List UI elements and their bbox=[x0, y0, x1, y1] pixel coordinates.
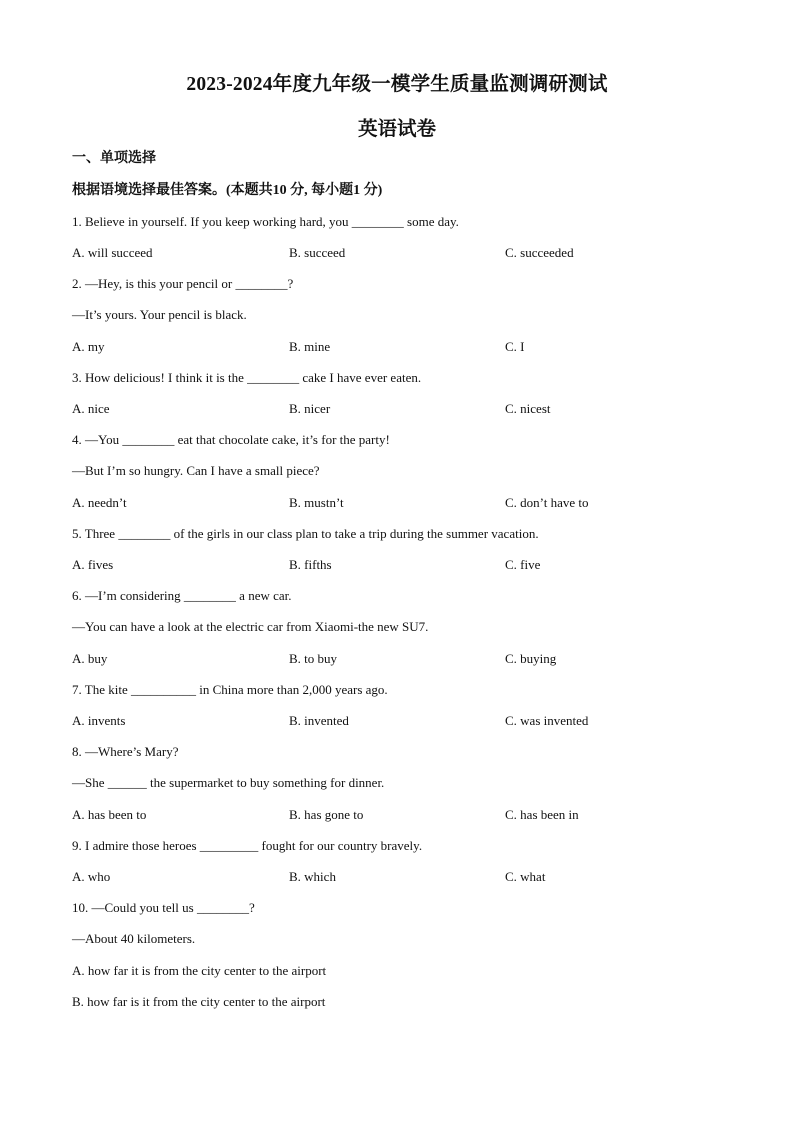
q2-option-a: A. my bbox=[72, 339, 105, 354]
question-10-dialogue: —About 40 kilometers. bbox=[72, 931, 196, 946]
question-6-stem: 6. —I’m considering ________ a new car. bbox=[72, 588, 292, 603]
q3-option-c: C. nicest bbox=[505, 401, 551, 416]
q10-option-a: A. how far it is from the city center to the airport bbox=[72, 963, 327, 978]
question-2-stem: 2. —Hey, is this your pencil or ________? bbox=[72, 276, 294, 291]
exam-title: 2023-2024年度九年级一模学生质量监测调研测试 bbox=[186, 74, 608, 95]
q4-option-a: A. needn’t bbox=[72, 495, 127, 510]
q8-option-a: A. has been to bbox=[72, 807, 147, 822]
question-9-stem: 9. I admire those heroes _________ fought for our country bravely. bbox=[72, 838, 423, 853]
question-6-dialogue: —You can have a look at the electric car from Xiaomi-the new SU7. bbox=[72, 619, 429, 634]
q6-option-b: B. to buy bbox=[289, 651, 338, 666]
q8-option-c: C. has been in bbox=[505, 807, 579, 822]
question-7-stem: 7. The kite __________ in China more than 2,000 years ago. bbox=[72, 682, 388, 697]
q4-option-b: B. mustn’t bbox=[289, 495, 344, 510]
q10-option-b: B. how far is it from the city center to the airport bbox=[72, 994, 326, 1009]
q1-option-b: B. succeed bbox=[289, 245, 346, 260]
question-8-dialogue: —She ______ the supermarket to buy something for dinner. bbox=[72, 775, 385, 790]
q4-option-c: C. don’t have to bbox=[505, 495, 589, 510]
q5-option-c: C. five bbox=[505, 557, 541, 572]
q7-option-a: A. invents bbox=[72, 713, 126, 728]
question-4-stem: 4. —You ________ eat that chocolate cake, it’s for the party! bbox=[72, 432, 390, 447]
q2-option-c: C. I bbox=[505, 339, 525, 354]
q7-option-b: B. invented bbox=[289, 713, 349, 728]
section-heading: 一、单项选择 bbox=[72, 151, 156, 166]
q7-option-c: C. was invented bbox=[505, 713, 589, 728]
question-3-stem: 3. How delicious! I think it is the ________ cake I have ever eaten. bbox=[72, 370, 422, 385]
question-1-stem: 1. Believe in yourself. If you keep working hard, you ________ some day. bbox=[72, 214, 459, 229]
q6-option-c: C. buying bbox=[505, 651, 557, 666]
q8-option-b: B. has gone to bbox=[289, 807, 364, 822]
q9-option-b: B. which bbox=[289, 869, 336, 884]
q1-option-c: C. succeeded bbox=[505, 245, 574, 260]
q9-option-a: A. who bbox=[72, 869, 111, 884]
question-4-dialogue: —But I’m so hungry. Can I have a small piece? bbox=[72, 463, 320, 478]
q3-option-a: A. nice bbox=[72, 401, 110, 416]
question-5-stem: 5. Three ________ of the girls in our class plan to take a trip during the summer vacation. bbox=[72, 526, 539, 541]
q6-option-a: A. buy bbox=[72, 651, 108, 666]
q3-option-b: B. nicer bbox=[289, 401, 331, 416]
q5-option-a: A. fives bbox=[72, 557, 114, 572]
q2-option-b: B. mine bbox=[289, 339, 331, 354]
q9-option-c: C. what bbox=[505, 869, 546, 884]
question-8-stem: 8. —Where’s Mary? bbox=[72, 744, 179, 759]
section-instruction: 根据语境选择最佳答案。(本题共10 分, 每小题1 分) bbox=[72, 183, 383, 198]
q5-option-b: B. fifths bbox=[289, 557, 332, 572]
question-2-dialogue: —It’s yours. Your pencil is black. bbox=[72, 307, 247, 322]
exam-subtitle: 英语试卷 bbox=[357, 119, 436, 140]
q1-option-a: A. will succeed bbox=[72, 245, 153, 260]
question-10-stem: 10. —Could you tell us ________? bbox=[72, 900, 255, 915]
